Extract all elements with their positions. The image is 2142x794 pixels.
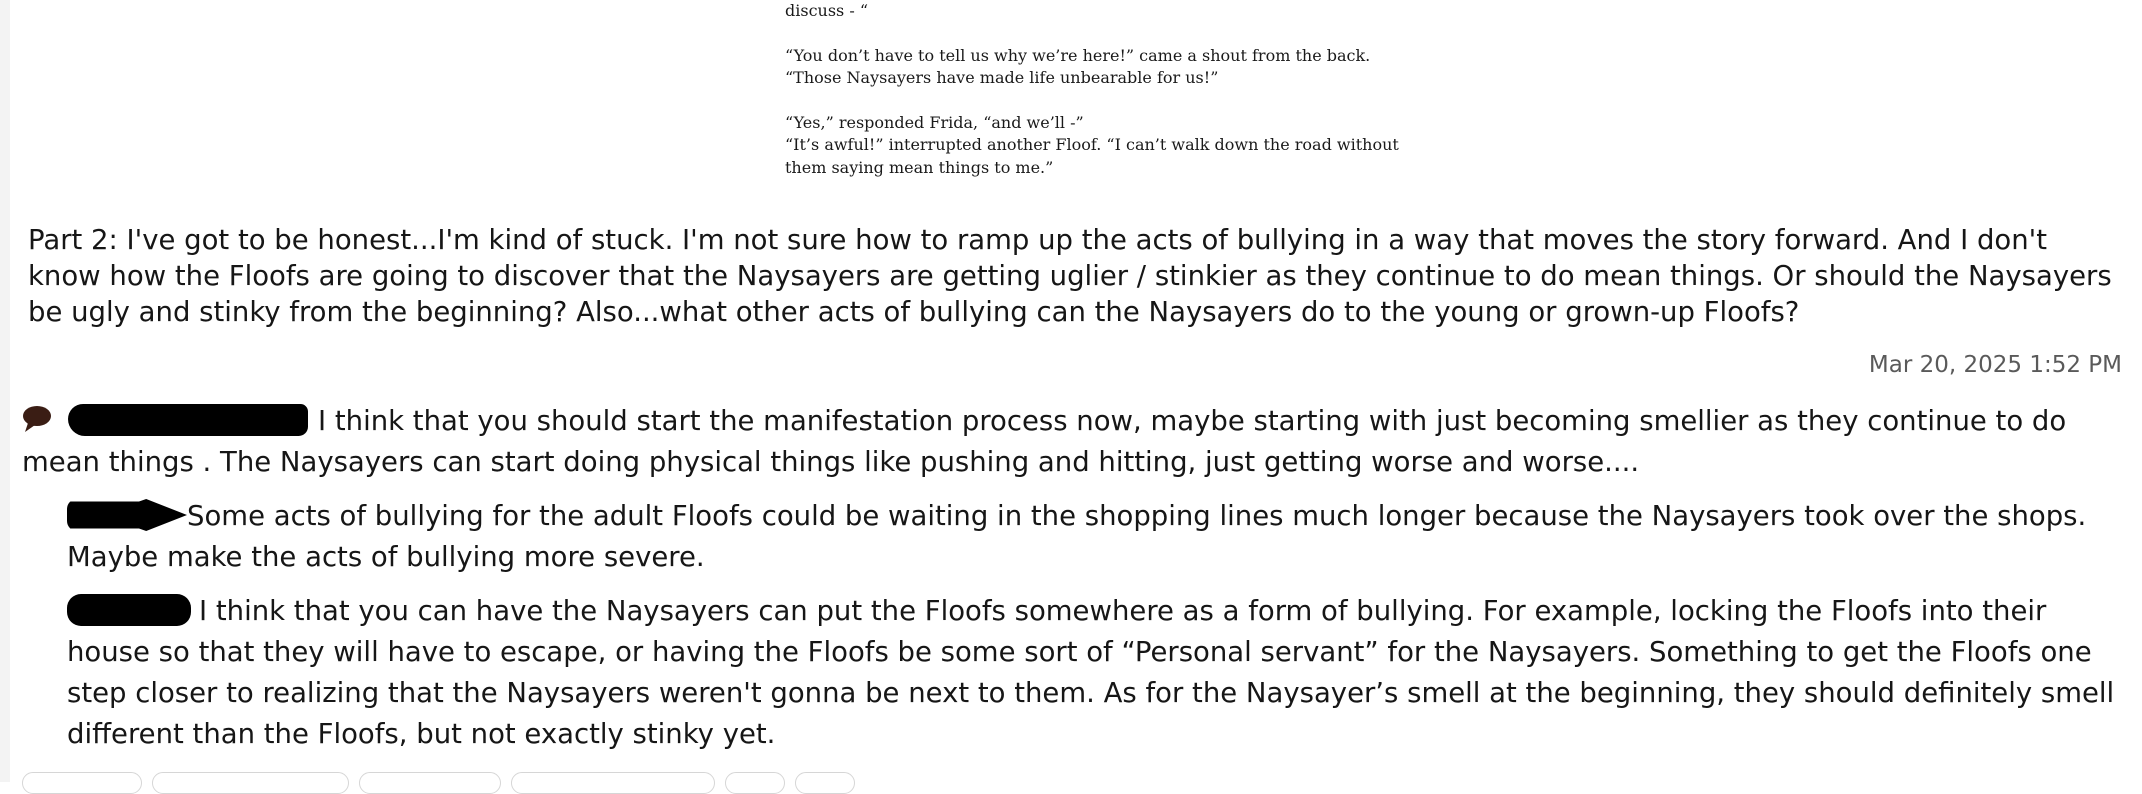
comment-text: Some acts of bullying for the adult Floofs could be waiting in the shopping lines much longer because the Naysayers took over the shops. Maybe make the acts of bullying more severe. — [67, 500, 2087, 573]
speech-bubble-icon — [22, 404, 52, 432]
story-line: “You don’t have to tell us why we’re here!” came a shout from the back. — [785, 45, 1371, 65]
post-body: Part 2: I've got to be honest...I'm kind of stuck. I'm not sure how to ramp up the acts of bullying in a way that moves the story forward. And I don't know how the Floofs are going to discover that the Naysayers are getting uglier / stinkier as they continue to do mean things. Or should the Naysayers be ugly and stinky from the beginning? Also...what other acts of bullying can the Naysayers do to the young or grown-up Floofs? — [28, 224, 2112, 328]
story-line: “Yes,” responded Frida, “and we’ll -” — [785, 112, 1084, 132]
reaction-button[interactable] — [152, 772, 349, 794]
comment — [67, 496, 2127, 578]
left-edge-strip — [0, 0, 10, 782]
redacted-username — [67, 594, 191, 626]
story-line: discuss - “ — [785, 1, 869, 20]
redacted-username — [67, 499, 187, 531]
reaction-button[interactable] — [359, 772, 501, 794]
story-line: “It’s awful!” interrupted another Floof. “I can’t walk down the road without — [785, 135, 1399, 154]
story-line: them saying mean things to me.” — [785, 157, 1054, 177]
redacted-username — [68, 404, 308, 436]
reaction-button[interactable] — [795, 772, 855, 794]
post-timestamp: Mar 20, 2025 1:52 PM — [1868, 352, 2122, 378]
comment-text: I think that you should start the manifestation process now, maybe starting with just becoming smellier as they continue to do mean things . The Naysayers can start doing physical things like pushing and hitting, just getting worse and worse.... — [22, 405, 2067, 478]
story-excerpt-image — [785, 0, 1399, 179]
comment-text: I think that you can have the Naysayers can put the Floofs somewhere as a form of bullying. For example, locking the Floofs into their house so that they will have to escape, or having the Floofs be some sort of “Personal servant” for the Naysayers. Something to get the Floofs one step closer to realizing that the Naysayers weren't gonna be next to them. As for the Naysayer’s smell at the beginning, they should definitely smell different than the Floofs, but not exactly stinky yet. — [67, 595, 2115, 750]
reaction-button[interactable] — [511, 772, 715, 794]
reaction-button[interactable] — [725, 772, 785, 794]
comment — [67, 591, 2127, 755]
reaction-button[interactable] — [22, 772, 142, 794]
comment — [22, 401, 2122, 483]
story-line: “Those Naysayers have made life unbearable for us!” — [785, 68, 1219, 87]
